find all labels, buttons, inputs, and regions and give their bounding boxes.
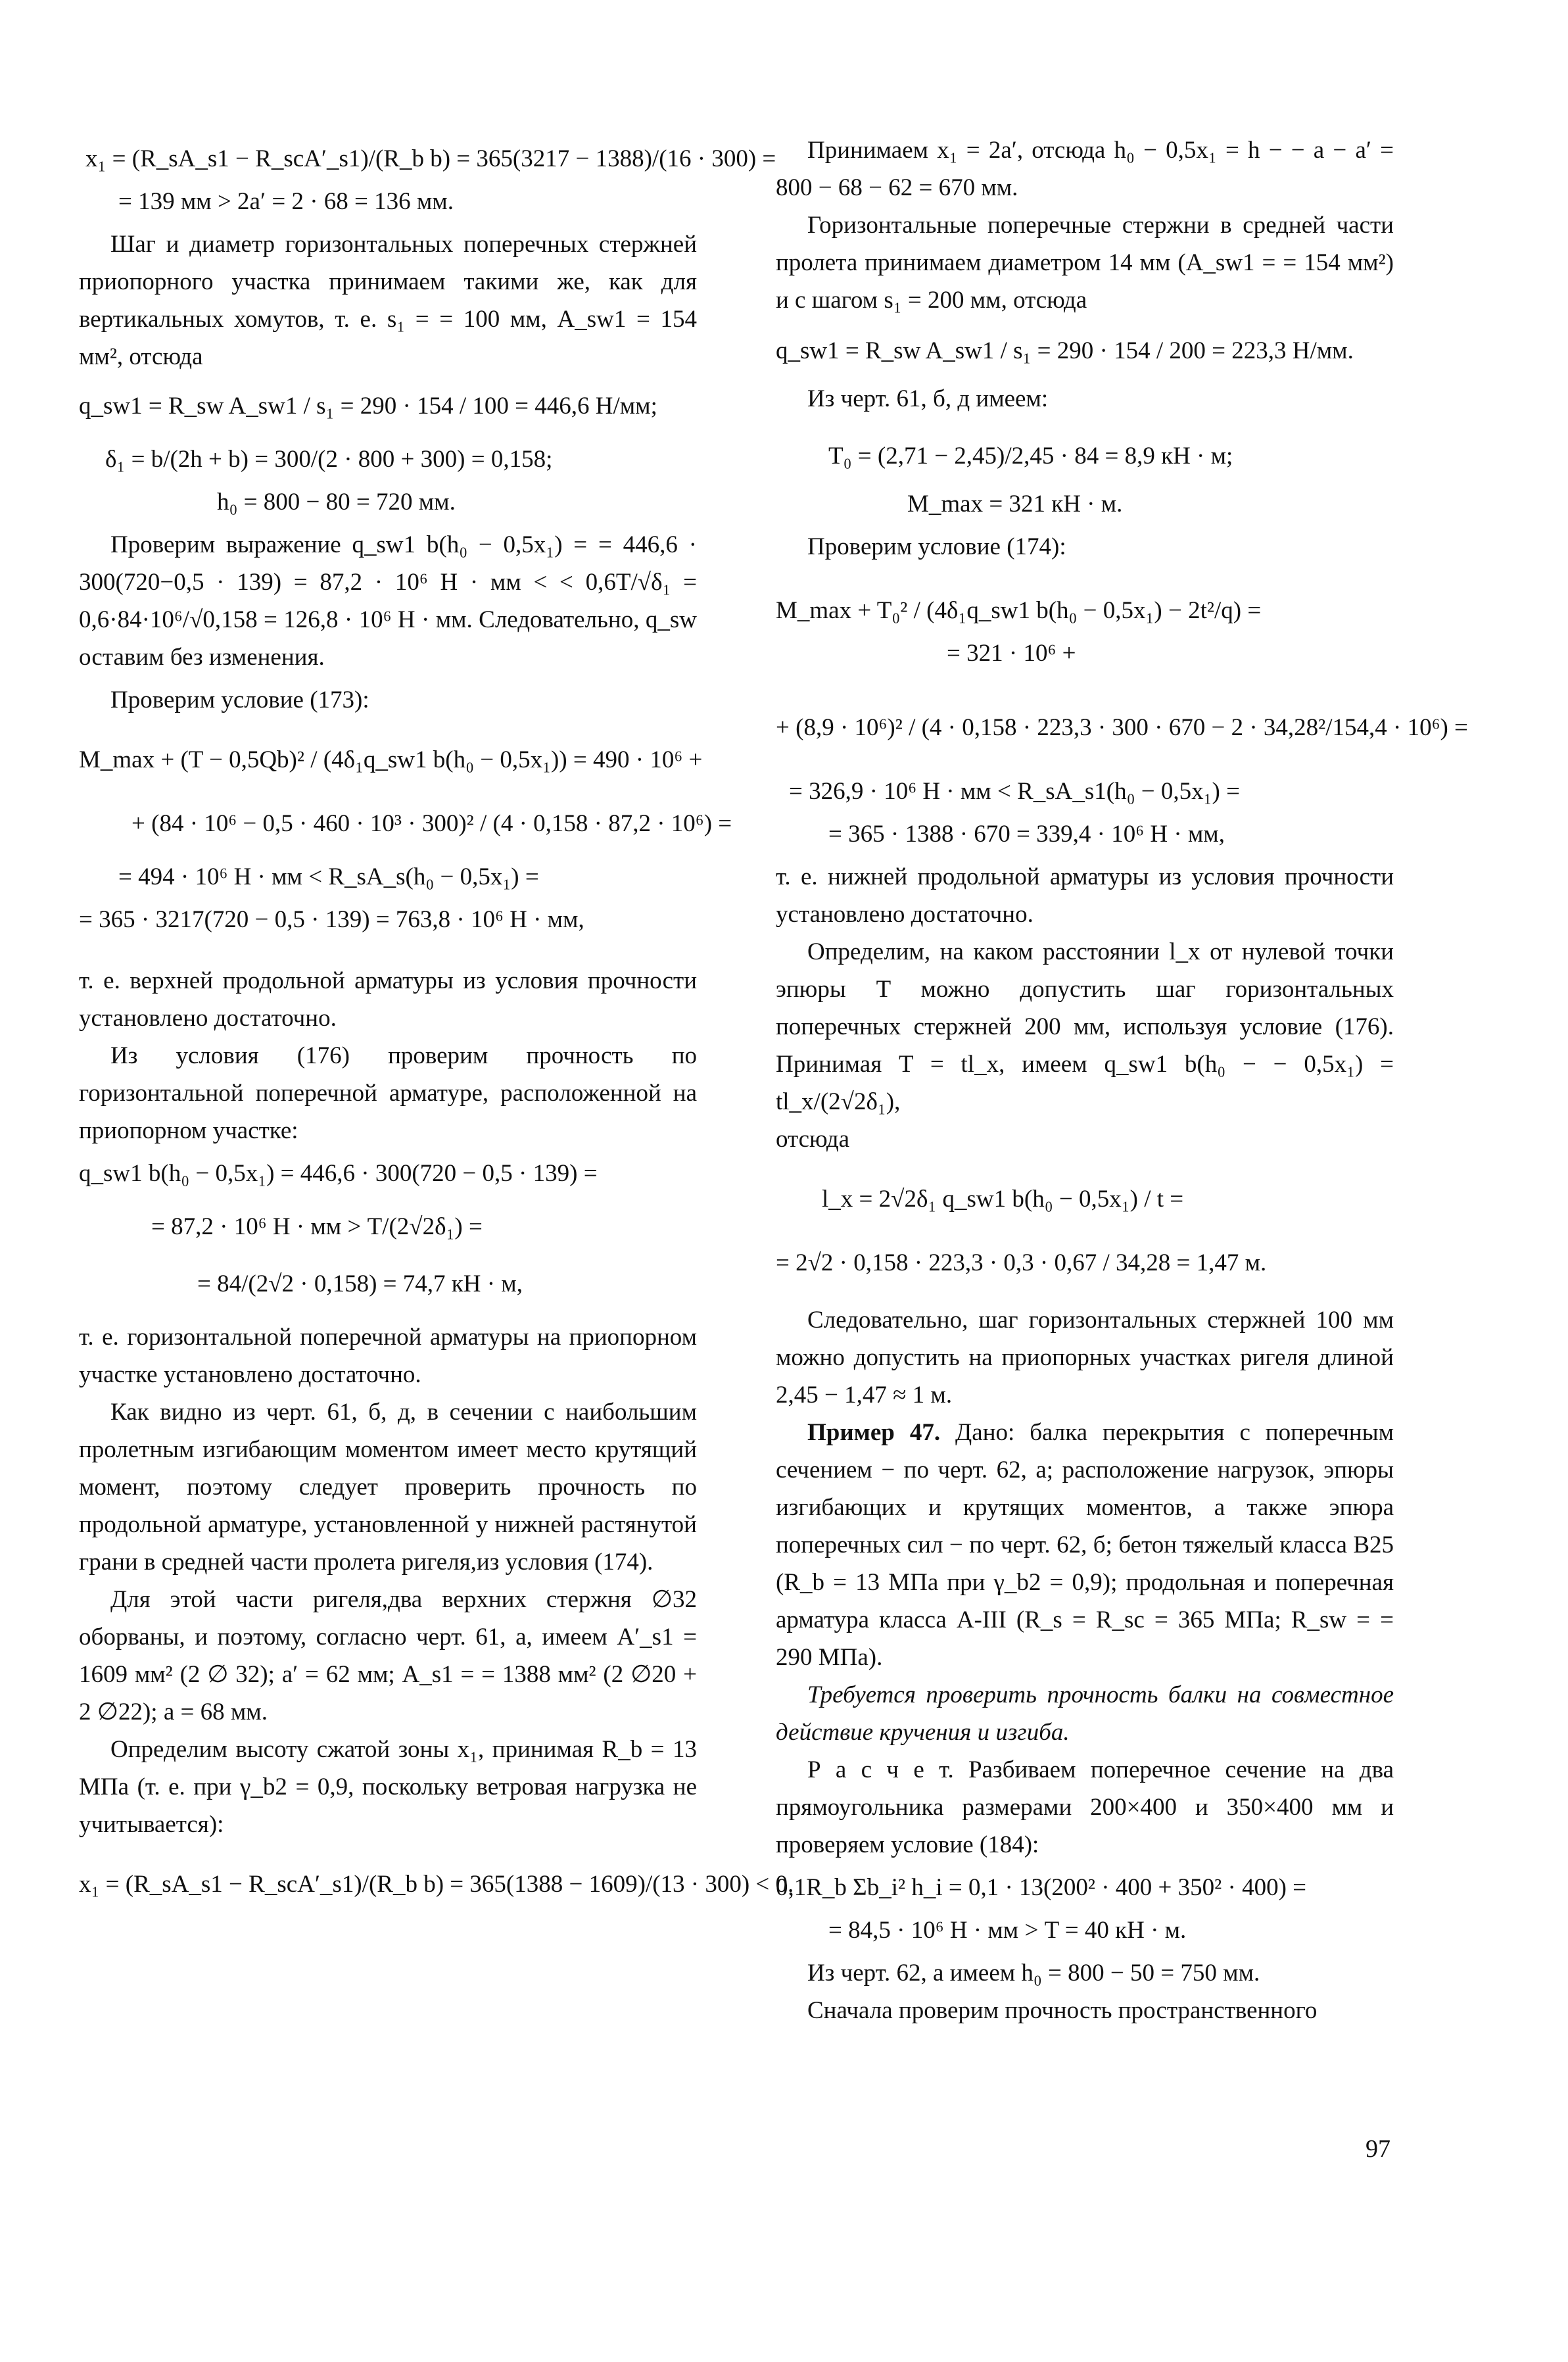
- paragraph: отсюда: [776, 1126, 850, 1153]
- paragraph: т. е. горизонтальной поперечной арматуры на приопорном участке установлено достаточно.: [79, 1324, 697, 1388]
- formula-cond-173-result-2: = 365 · 3217(720 − 0,5 · 139) = 763,8 · 10⁶ Н · мм,: [79, 906, 584, 933]
- paragraph: Определим высоту сжатой зоны x₁, принимая R_b = 13 МПа (т. е. при γ_b2 = 0,9, поскольку ветровая нагрузка не учитывается):: [79, 1736, 697, 1838]
- formula-h0: h₀ = 800 − 80 = 720 мм.: [217, 489, 456, 516]
- formula-delta1: δ₁ = b/(2h + b) = 300/(2 · 800 + 300) = 0,158;: [105, 446, 553, 473]
- example-label: Пример 47.: [807, 1419, 941, 1446]
- formula-cond-174-cont: = 321 · 10⁶ +: [947, 640, 1076, 667]
- example-text: Дано: балка перекрытия с поперечным сечением − по черт. 62, а; расположение нагрузок, эпюры изгибающих и крутящих моментов, а также эпюра поперечных сил − по черт. 62, б; бетон тяжелый класса В25 (R_b = 13 МПа при γ_b2 = 0,9); продольная и поперечная арматура класса А-III (R_s = R_sc = 365 МПа; R_sw = = 290 МПа).: [776, 1419, 1394, 1671]
- formula-qsw1: q_sw1 = R_sw A_sw1 / s₁ = 290 · 154 / 100 = 446,6 Н/мм;: [79, 393, 657, 420]
- left-column: [79, 135, 794, 1908]
- formula-cond-173: M_max + (T − 0,5Qb)² / (4δ₁q_sw1 b(h₀ − 0,5x₁)) = 490 · 10⁶ +: [79, 746, 703, 773]
- paragraph: Проверим условие (173):: [110, 687, 369, 713]
- formula-cond-184-result: = 84,5 · 10⁶ Н · мм > T = 40 кН · м.: [828, 1917, 1187, 1944]
- paragraph: т. е. верхней продольной арматуры из условия прочности установлено достаточно.: [79, 967, 697, 1032]
- paragraph: Сначала проверим прочность пространственного: [807, 1997, 1318, 2024]
- formula-Mmax: M_max = 321 кН · м.: [907, 491, 1123, 518]
- paragraph: Проверим выражение q_sw1 b(h₀ − 0,5x₁) = = 446,6 · 300(720−0,5 · 139) = 87,2 · 10⁶ Н · мм < < 0,6T/√δ₁ = 0,6·84·10⁶/√0,158 = 126,8 · 10⁶ Н · мм. Следовательно, q_sw оставим без изменения.: [79, 531, 697, 671]
- paragraph: Шаг и диаметр горизонтальных поперечных стержней приопорного участка принимаем такими же, как для вертикальных хомутов, т. е. s₁ = = 100 мм, A_sw1 = 154 мм², отсюда: [79, 231, 697, 370]
- paragraph: Как видно из черт. 61, б, д, в сечении с наибольшим пролетным изгибающим моментом имеет место крутящий момент, поэтому следует проверить прочность по продольной арматуре, установленной у нижней растянутой грани в средней части пролета ригеля,из условия (174).: [79, 1399, 697, 1576]
- paragraph: Требуется проверить прочность балки на совместное действие кручения и изгиба.: [776, 1681, 1394, 1746]
- formula-cond-173-result: = 494 · 10⁶ Н · мм < R_sA_s(h₀ − 0,5x₁) =: [118, 863, 539, 890]
- paragraph: Проверим условие (174):: [807, 533, 1066, 560]
- paragraph: Из черт. 61, б, д имеем:: [807, 385, 1049, 412]
- example-47: [776, 1414, 1394, 1676]
- formula-x1-result: = 139 мм > 2a′ = 2 · 68 = 136 мм.: [118, 188, 454, 215]
- formula-x1-second: x₁ = (R_sA_s1 − R_scA′_s1)/(R_b b) = 365(1388 − 1609)/(13 · 300) < 0.: [79, 1871, 794, 1898]
- formula-176-check: q_sw1 b(h₀ − 0,5x₁) = 446,6 · 300(720 − 0,5 · 139) =: [79, 1160, 598, 1187]
- formula-lx: l_x = 2√2δ₁ q_sw1 b(h₀ − 0,5x₁) / t =: [822, 1186, 1184, 1213]
- formula-176-check-3: = 84/(2√2 · 0,158) = 74,7 кН · м,: [197, 1270, 523, 1297]
- right-column: [776, 132, 1468, 2029]
- paragraph: Следовательно, шаг горизонтальных стержней 100 мм можно допустить на приопорных участках ригеля длиной 2,45 − 1,47 ≈ 1 м.: [776, 1307, 1394, 1409]
- formula-x1: x₁ = (R_sA_s1 − R_scA′_s1)/(R_b b) = 365(3217 − 1388)/(16 · 300) =: [85, 145, 776, 172]
- paragraph: Принимаем x₁ = 2a′, отсюда h₀ − 0,5x₁ = h − − a − a′ = 800 − 68 − 62 = 670 мм.: [776, 137, 1394, 201]
- formula-cond-174-frac: + (8,9 · 10⁶)² / (4 · 0,158 · 223,3 · 300 · 670 − 2 · 34,28²/154,4 · 10⁶) =: [776, 714, 1468, 741]
- formula-qsw1-mid: q_sw1 = R_sw A_sw1 / s₁ = 290 · 154 / 200 = 223,3 Н/мм.: [776, 337, 1354, 364]
- formula-176-check-2: = 87,2 · 10⁶ Н · мм > T/(2√2δ₁) =: [151, 1213, 483, 1240]
- paragraph: Р а с ч е т. Разбиваем поперечное сечение на два прямоугольника размерами 200×400 и 350×400 мм и проверяем условие (184):: [776, 1756, 1394, 1858]
- paragraph: т. е. нижней продольной арматуры из условия прочности установлено достаточно.: [776, 863, 1394, 928]
- formula-cond-173-cont: + (84 · 10⁶ − 0,5 · 460 · 10³ · 300)² / (4 · 0,158 · 87,2 · 10⁶) =: [131, 810, 732, 837]
- paragraph: Для этой части ригеля,два верхних стержня ∅32 оборваны, и поэтому, согласно черт. 61, а, имеем A′_s1 = 1609 мм² (2 ∅ 32); a′ = 62 мм; A_s1 = = 1388 мм² (2 ∅20 + 2 ∅22); a = 68 мм.: [79, 1586, 697, 1725]
- paragraph: Из условия (176) проверим прочность по горизонтальной поперечной арматуре, расположенной на приопорном участке:: [79, 1042, 697, 1144]
- formula-cond-174-result-2: = 365 · 1388 · 670 = 339,4 · 10⁶ Н · мм,: [828, 821, 1225, 848]
- formula-cond-174-result: = 326,9 · 10⁶ Н · мм < R_sA_s1(h₀ − 0,5x₁) =: [789, 778, 1240, 805]
- formula-cond-174: M_max + T₀² / (4δ₁q_sw1 b(h₀ − 0,5x₁) − 2t²/q) =: [776, 597, 1262, 624]
- paragraph: Горизонтальные поперечные стержни в средней части пролета принимаем диаметром 14 мм (A_sw1 = = 154 мм²) и с шагом s₁ = 200 мм, отсюда: [776, 212, 1394, 314]
- paragraph: Определим, на каком расстоянии l_x от нулевой точки эпюры T можно допустить шаг горизонтальных поперечных стержней 200 мм, используя условие (176). Принимая T = tl_x, имеем q_sw1 b(h₀ − − 0,5x₁) = tl_x/(2√2δ₁),: [776, 938, 1394, 1115]
- formula-cond-184: 0,1R_b Σb_i² h_i = 0,1 · 13(200² · 400 + 350² · 400) =: [776, 1874, 1307, 1901]
- formula-lx-result: = 2√2 · 0,158 · 223,3 · 0,3 · 0,67 / 34,28 = 1,47 м.: [776, 1249, 1267, 1276]
- paragraph: Из черт. 62, а имеем h₀ = 800 − 50 = 750 мм.: [807, 1960, 1260, 1987]
- formula-T0: T₀ = (2,71 − 2,45)/2,45 · 84 = 8,9 кН · м;: [828, 443, 1233, 470]
- page-number: 97: [1366, 2135, 1390, 2163]
